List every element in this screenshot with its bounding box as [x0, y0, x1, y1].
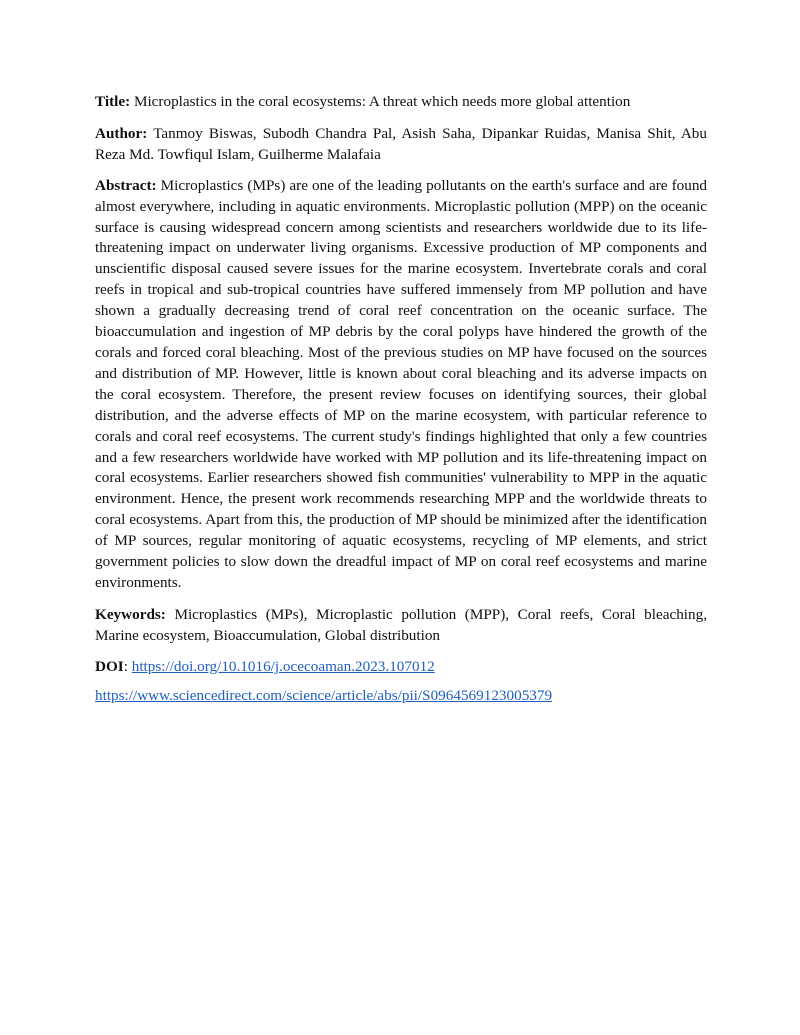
- source-link-paragraph: [95, 686, 707, 707]
- source-link[interactable]: https://www.sciencedirect.com/science/article/abs/pii/S0964569123005379: [95, 686, 553, 704]
- author-text: Tanmoy Biswas, Subodh Chandra Pal, Asish Saha, Dipankar Ruidas, Manisa Shit, Abu Reza Md. Towfiqul Islam, Guilherme Malafaia: [95, 124, 707, 163]
- doi-paragraph: [95, 657, 707, 678]
- keywords-paragraph: [95, 605, 707, 647]
- doi-label: DOI: [95, 657, 124, 675]
- title-label: Title:: [95, 93, 131, 110]
- document-content: [95, 92, 707, 718]
- author-paragraph: [95, 124, 707, 166]
- doi-link[interactable]: https://doi.org/10.1016/j.ocecoaman.2023.107012: [131, 657, 435, 675]
- author-label: Author:: [95, 124, 148, 142]
- doi-separator: :: [123, 657, 128, 675]
- keywords-text: Microplastics (MPs), Microplastic pollution (MPP), Coral reefs, Coral bleaching, Marine ecosystem, Bioaccumulation, Global distribution: [95, 605, 708, 644]
- keywords-label: Keywords:: [95, 605, 166, 623]
- title-text: Microplastics in the coral ecosystems: A threat which needs more global attention: [133, 93, 631, 110]
- title-paragraph: [95, 92, 707, 113]
- abstract-paragraph: [95, 176, 707, 594]
- abstract-text: Microplastics (MPs) are one of the leading pollutants on the earth's surface and are found almost everywhere, including in aquatic environments. Microplastic pollution (MPP) on the oceanic surface is causing widespread concern among scientists and researchers worldwide due to its life-threatening impact on underwater living organisms. Excessive production of MP components and unscientific disposal caused severe issues for the marine ecosystem. Invertebrate corals and coral reefs in tropical and sub-tropical countries have suffered immensely from MP pollution and have shown a gradually decreasing trend of coral reef concentration on the oceanic surface. The bioaccumulation and ingestion of MP debris by the coral polyps have hindered the growth of the corals and forced coral bleaching. Most of the previous studies on MP have focused on the sources and distribution of MP. However, little is known about coral bleaching and its adverse impacts on the coral ecosystem. Therefore, the present review focuses on identifying sources, their global distribution, and the adverse effects of MP on the marine ecosystem, with particular reference to corals and coral reef ecosystems. The current study's findings highlighted that only a few countries and a few researchers worldwide have worked with MP pollution and its life-threatening impact on coral ecosystems. Earlier researchers showed fish communities' vulnerability to MPP in the aquatic environment. Hence, the present work recommends researching MPP and the worldwide threats to coral ecosystems. Apart from this, the production of MP should be minimized after the identification of MP sources, regular monitoring of aquatic ecosystems, recycling of MP elements, and strict government policies to slow down the dreadful impact of MP on coral reef ecosystems and marine environments.: [95, 176, 708, 591]
- abstract-label: Abstract:: [95, 176, 157, 194]
